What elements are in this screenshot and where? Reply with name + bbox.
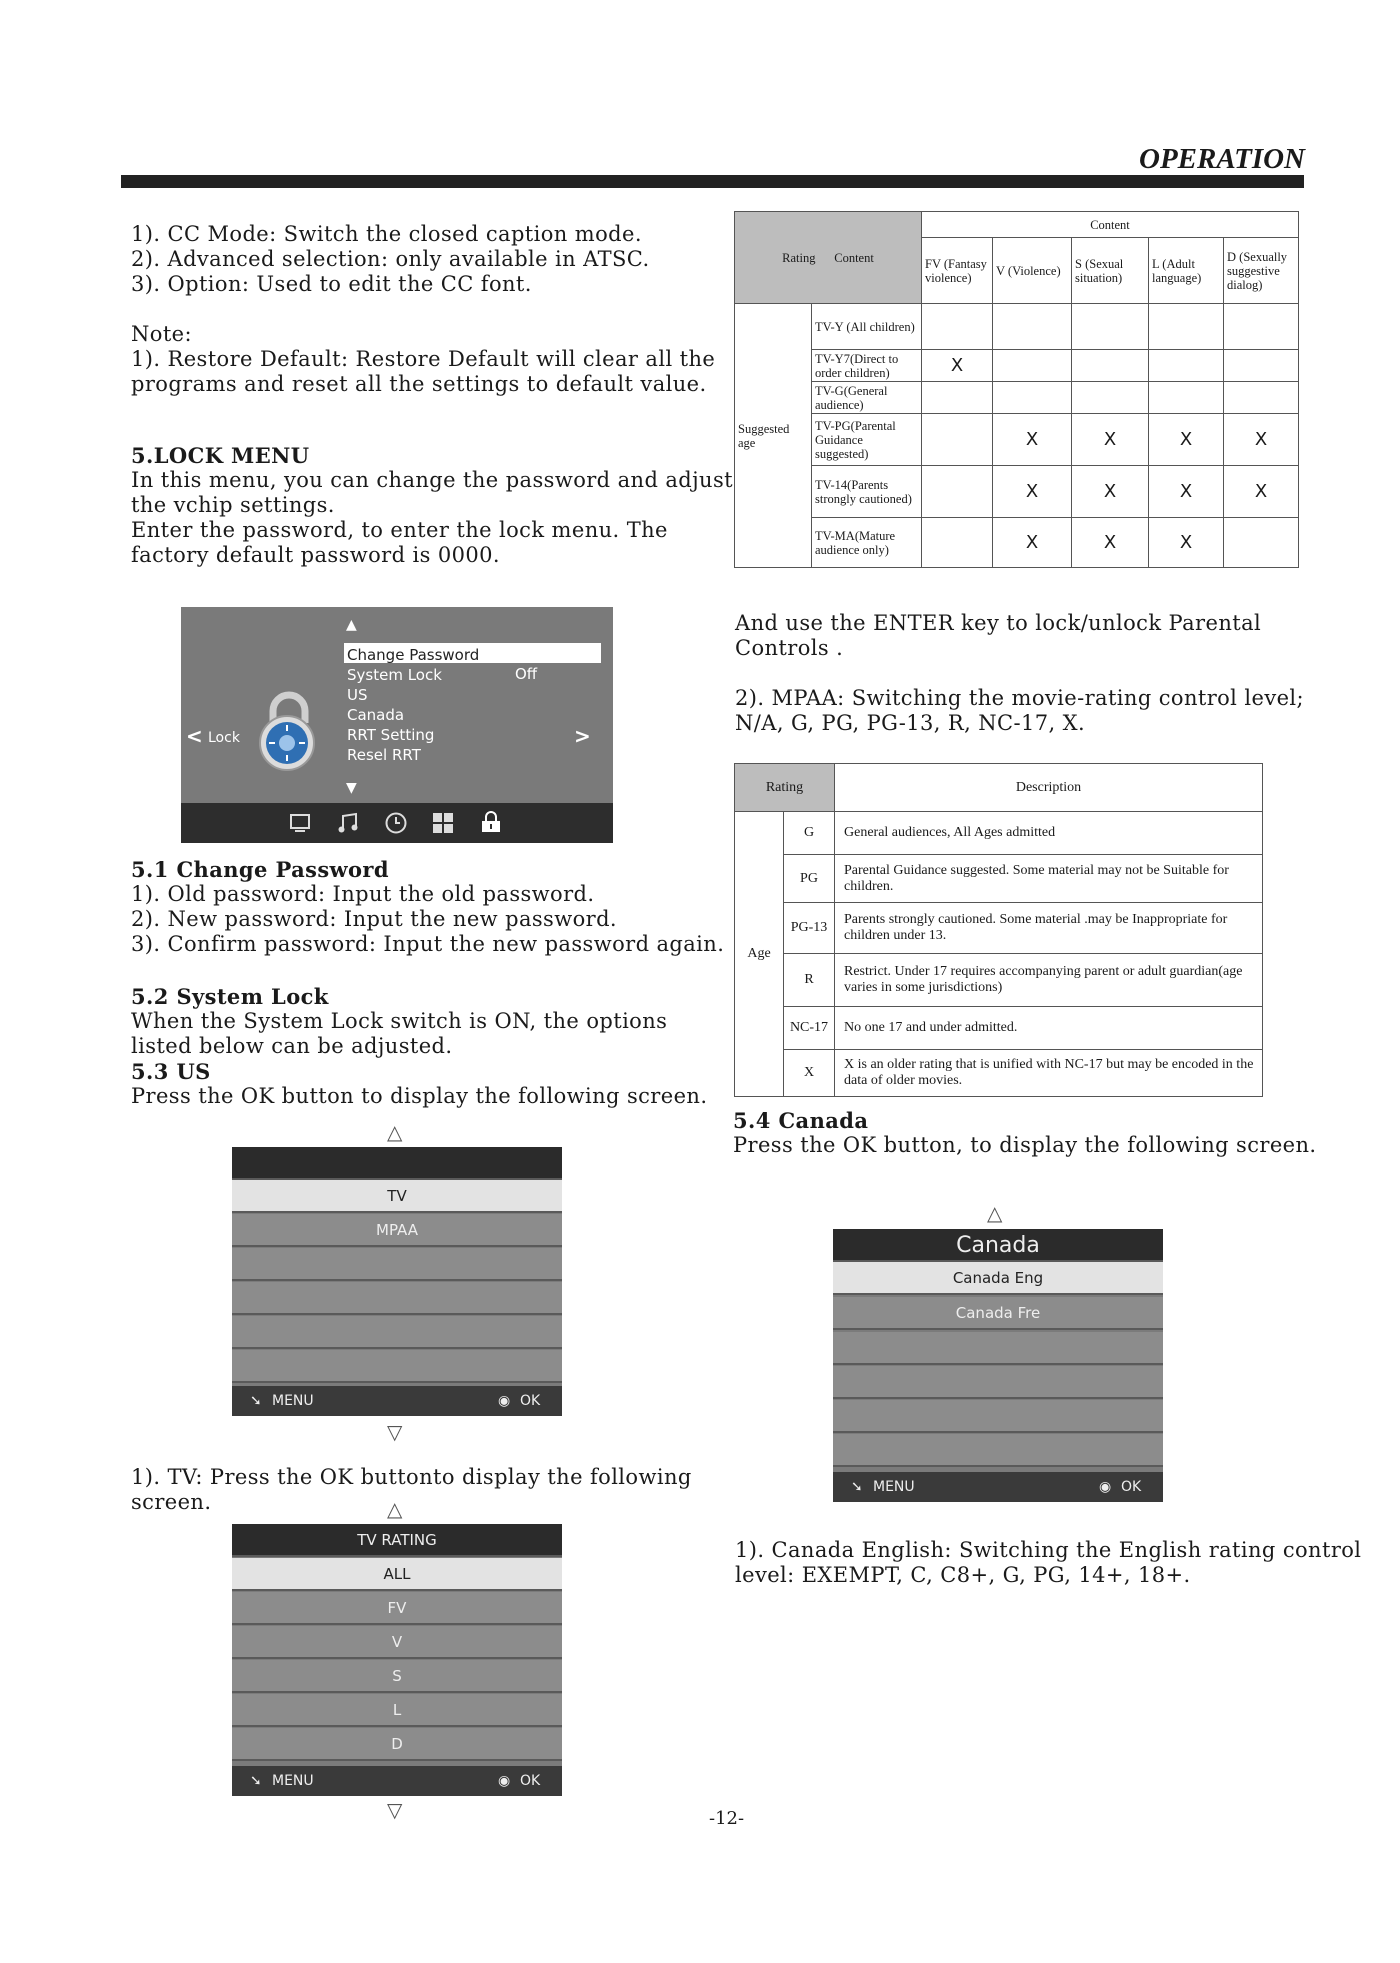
down-arrow-icon: ▼ [346, 780, 357, 796]
enter-line: Controls . [735, 636, 844, 660]
rating-mark: X [1149, 414, 1224, 466]
us-menu-screen [232, 1147, 562, 1416]
menu-key-icon: ➘ [250, 1773, 262, 1789]
row-label: TV-14(Parents strongly cautioned) [812, 466, 922, 518]
column-header: V (Violence) [993, 238, 1072, 304]
menu-header [232, 1147, 562, 1180]
enter-line: And use the ENTER key to lock/unlock Parental [735, 611, 1262, 635]
page-header-title: OPERATION [1139, 143, 1305, 175]
enter-key-text [735, 611, 1304, 736]
tv-rating-title: TV RATING [232, 1524, 562, 1557]
rating-mark [1224, 304, 1299, 350]
cp-line: 2). New password: Input the new password. [131, 907, 617, 931]
canada-eng-line: level: EXEMPT, C, C8+, G, PG, 14+, 18+. [735, 1563, 1191, 1587]
rating-header: Rating [735, 764, 835, 812]
rating-mark [993, 382, 1072, 414]
lock-menu-section [131, 443, 733, 568]
row-group-label: Suggested age [735, 304, 812, 568]
us-menu-item-mpaa[interactable]: MPAA [232, 1214, 562, 1247]
rating-mark: X [993, 518, 1072, 568]
rating-mark: X [993, 466, 1072, 518]
empty-row [833, 1332, 1163, 1365]
menu-item-change-password[interactable]: Change Password [347, 646, 480, 664]
row-label: TV-G(General audience) [812, 382, 922, 414]
music-icon[interactable] [337, 811, 361, 835]
rating-mark [1224, 518, 1299, 568]
lock-menu-list [347, 645, 479, 765]
padlock-icon [249, 687, 327, 773]
ok-key-icon: ◉ [1099, 1479, 1112, 1495]
ok-key-label[interactable]: OK [520, 1393, 541, 1409]
header-rule [121, 175, 1304, 188]
rating-mark: X [1072, 518, 1149, 568]
clock-icon[interactable] [384, 811, 408, 835]
canada-menu-screen [833, 1229, 1163, 1502]
left-arrow-icon[interactable]: < [186, 724, 203, 748]
system-lock-value: Off [515, 665, 538, 683]
mpaa-description: General audiences, All Ages admitted [835, 812, 1263, 855]
canada-menu-item-eng[interactable]: Canada Eng [833, 1262, 1163, 1295]
menu-key-icon: ➘ [250, 1393, 262, 1409]
rating-mark: X [993, 414, 1072, 466]
section-heading: 5.4 Canada [733, 1108, 869, 1133]
change-password-section [131, 857, 724, 1109]
row-label: TV-Y7(Direct to order children) [812, 350, 922, 382]
rating-mark [1072, 304, 1149, 350]
row-label: TV-Y (All children) [812, 304, 922, 350]
page-number: -12- [709, 1808, 745, 1829]
section-heading: 5.1 Change Password [131, 857, 389, 882]
rating-mark [993, 350, 1072, 382]
mpaa-description: X is an older rating that is unified with NC-17 but may be encoded in the data of older movies. [835, 1050, 1263, 1097]
tv-line: screen. [131, 1490, 212, 1514]
rating-mark [922, 304, 993, 350]
age-group-label: Age [735, 812, 784, 1097]
canada-english-text [735, 1538, 1361, 1588]
row-label: TV-MA(Mature audience only) [812, 518, 922, 568]
mpaa-line: N/A, G, PG, PG-13, R, NC-17, X. [735, 711, 1086, 735]
rating-mark [922, 466, 993, 518]
intro-line: 3). Option: Used to edit the CC font. [131, 272, 532, 296]
mpaa-description: No one 17 and under admitted. [835, 1007, 1263, 1050]
mpaa-description: Parental Guidance suggested. Some material may not be Suitable for children. [835, 855, 1263, 903]
us-menu-item-tv[interactable]: TV [232, 1180, 562, 1213]
rating-mark [1149, 350, 1224, 382]
rating-mark: X [1224, 414, 1299, 466]
table-corner: Rating Content [735, 212, 922, 304]
column-header: S (Sexual situation) [1072, 238, 1149, 304]
rating-mark [1149, 382, 1224, 414]
rating-mark: X [1072, 466, 1149, 518]
column-header: L (Adult language) [1149, 238, 1224, 304]
tv-icon[interactable] [289, 812, 311, 834]
tv-rating-item-fv[interactable]: FV [232, 1592, 562, 1625]
mpaa-rating: G [784, 812, 835, 855]
up-triangle-icon: △ [387, 1120, 403, 1144]
menu-item-reset-rrt[interactable]: Resel RRT [347, 746, 421, 764]
canada-menu-item-fre[interactable]: Canada Fre [833, 1297, 1163, 1330]
rating-mark [1224, 350, 1299, 382]
intro-text [131, 222, 715, 397]
rating-mark [1072, 382, 1149, 414]
tv-rating-screen [232, 1524, 562, 1796]
rating-mark: X [1224, 466, 1299, 518]
cp-line: 1). Old password: Input the old password. [131, 882, 595, 906]
lock-line: In this menu, you can change the password and adjust [131, 468, 733, 492]
ok-key-label[interactable]: OK [1121, 1479, 1142, 1495]
menu-item-system-lock[interactable]: System Lock [347, 666, 442, 684]
rating-mark: X [1149, 518, 1224, 568]
menu-key-label[interactable]: MENU [873, 1479, 915, 1495]
up-arrow-icon: ▲ [346, 617, 357, 633]
note-title: Note: [131, 322, 192, 346]
empty-row [833, 1366, 1163, 1399]
tv-rating-item-all[interactable]: ALL [232, 1558, 562, 1591]
sl-line: listed below can be adjusted. [131, 1034, 453, 1058]
canada-line: Press the OK button, to display the following screen. [733, 1133, 1317, 1157]
lock-line: factory default password is 0000. [131, 543, 501, 567]
empty-row [232, 1316, 562, 1349]
lock-line: Enter the password, to enter the lock menu. The [131, 518, 668, 542]
rating-mark [1072, 350, 1149, 382]
canada-menu-title: Canada [833, 1229, 1163, 1262]
mpaa-description: Restrict. Under 17 requires accompanying parent or adult guardian(age varies in some jurisdictions) [835, 954, 1263, 1007]
right-arrow-icon[interactable]: > [574, 724, 591, 748]
section-heading: 5.LOCK MENU [131, 443, 310, 468]
rating-mark [1149, 304, 1224, 350]
mpaa-rating-table [734, 763, 1263, 1097]
canada-eng-line: 1). Canada English: Switching the English rating control [735, 1538, 1362, 1562]
menu-footer [232, 1766, 562, 1796]
empty-row [833, 1434, 1163, 1467]
ok-key-label[interactable]: OK [520, 1773, 541, 1789]
column-header: D (Sexually suggestive dialog) [1224, 238, 1299, 304]
section-heading: 5.2 System Lock [131, 984, 329, 1009]
menu-icon-bar [181, 803, 613, 843]
up-triangle-icon: △ [387, 1497, 403, 1521]
rating-mark [922, 414, 993, 466]
lock-tab-icon[interactable] [480, 810, 502, 834]
menu-item-rrt-setting[interactable]: RRT Setting [347, 726, 435, 744]
down-triangle-icon: ▽ [387, 1798, 403, 1822]
content-header: Content [922, 212, 1299, 238]
menu-key-label[interactable]: MENU [272, 1393, 314, 1409]
tv-section-text [131, 1465, 692, 1515]
description-header: Description [835, 764, 1263, 812]
tv-rating-item-l[interactable]: L [232, 1694, 562, 1727]
tv-line: 1). TV: Press the OK buttonto display the following [131, 1465, 692, 1489]
mpaa-rating: NC-17 [784, 1007, 835, 1050]
note-line: programs and reset all the settings to default value. [131, 372, 707, 396]
up-triangle-icon: △ [987, 1201, 1003, 1225]
down-triangle-icon: ▽ [387, 1420, 403, 1444]
rating-mark [1224, 382, 1299, 414]
section-heading: 5.3 US [131, 1059, 211, 1084]
cp-line: 3). Confirm password: Input the new password again. [131, 932, 725, 956]
us-line: Press the OK button to display the following screen. [131, 1084, 708, 1108]
empty-row [232, 1282, 562, 1315]
row-label: TV-PG(Parental Guidance suggested) [812, 414, 922, 466]
mpaa-line: 2). MPAA: Switching the movie-rating control level; [735, 686, 1305, 710]
empty-row [232, 1350, 562, 1383]
rating-mark: X [922, 350, 993, 382]
grid-icon[interactable] [432, 812, 454, 834]
mpaa-rating: PG [784, 855, 835, 903]
mpaa-description: Parents strongly cautioned. Some material .may be Inappropriate for children under 13. [835, 903, 1263, 954]
empty-row [232, 1248, 562, 1281]
ok-key-icon: ◉ [498, 1773, 511, 1789]
lock-line: the vchip settings. [131, 493, 335, 517]
menu-key-icon: ➘ [851, 1479, 863, 1495]
tv-rating-item-v[interactable]: V [232, 1626, 562, 1659]
tv-rating-item-s[interactable]: S [232, 1660, 562, 1693]
ok-key-icon: ◉ [498, 1393, 511, 1409]
mpaa-rating: X [784, 1050, 835, 1097]
mpaa-rating: PG-13 [784, 903, 835, 954]
rating-mark: X [1072, 414, 1149, 466]
menu-key-label[interactable]: MENU [272, 1773, 314, 1789]
intro-line: 2). Advanced selection: only available in ATSC. [131, 247, 650, 271]
intro-line: 1). CC Mode: Switch the closed caption mode. [131, 222, 642, 246]
column-header: FV (Fantasy violence) [922, 238, 993, 304]
menu-item-canada[interactable]: Canada [347, 706, 405, 724]
rating-mark [922, 382, 993, 414]
rating-mark [993, 304, 1072, 350]
tv-rating-item-d[interactable]: D [232, 1728, 562, 1761]
mpaa-rating: R [784, 954, 835, 1007]
rating-mark: X [1149, 466, 1224, 518]
canada-section-text [733, 1108, 1316, 1158]
empty-row [833, 1400, 1163, 1433]
lock-menu-screen [181, 607, 613, 843]
menu-footer [833, 1472, 1163, 1502]
sl-line: When the System Lock switch is ON, the options [131, 1009, 668, 1033]
rating-mark [922, 518, 993, 568]
note-line: 1). Restore Default: Restore Default will clear all the [131, 347, 716, 371]
menu-footer [232, 1386, 562, 1416]
side-label: Lock [208, 730, 240, 746]
menu-item-us[interactable]: US [347, 686, 368, 704]
tv-content-rating-table [734, 211, 1299, 568]
